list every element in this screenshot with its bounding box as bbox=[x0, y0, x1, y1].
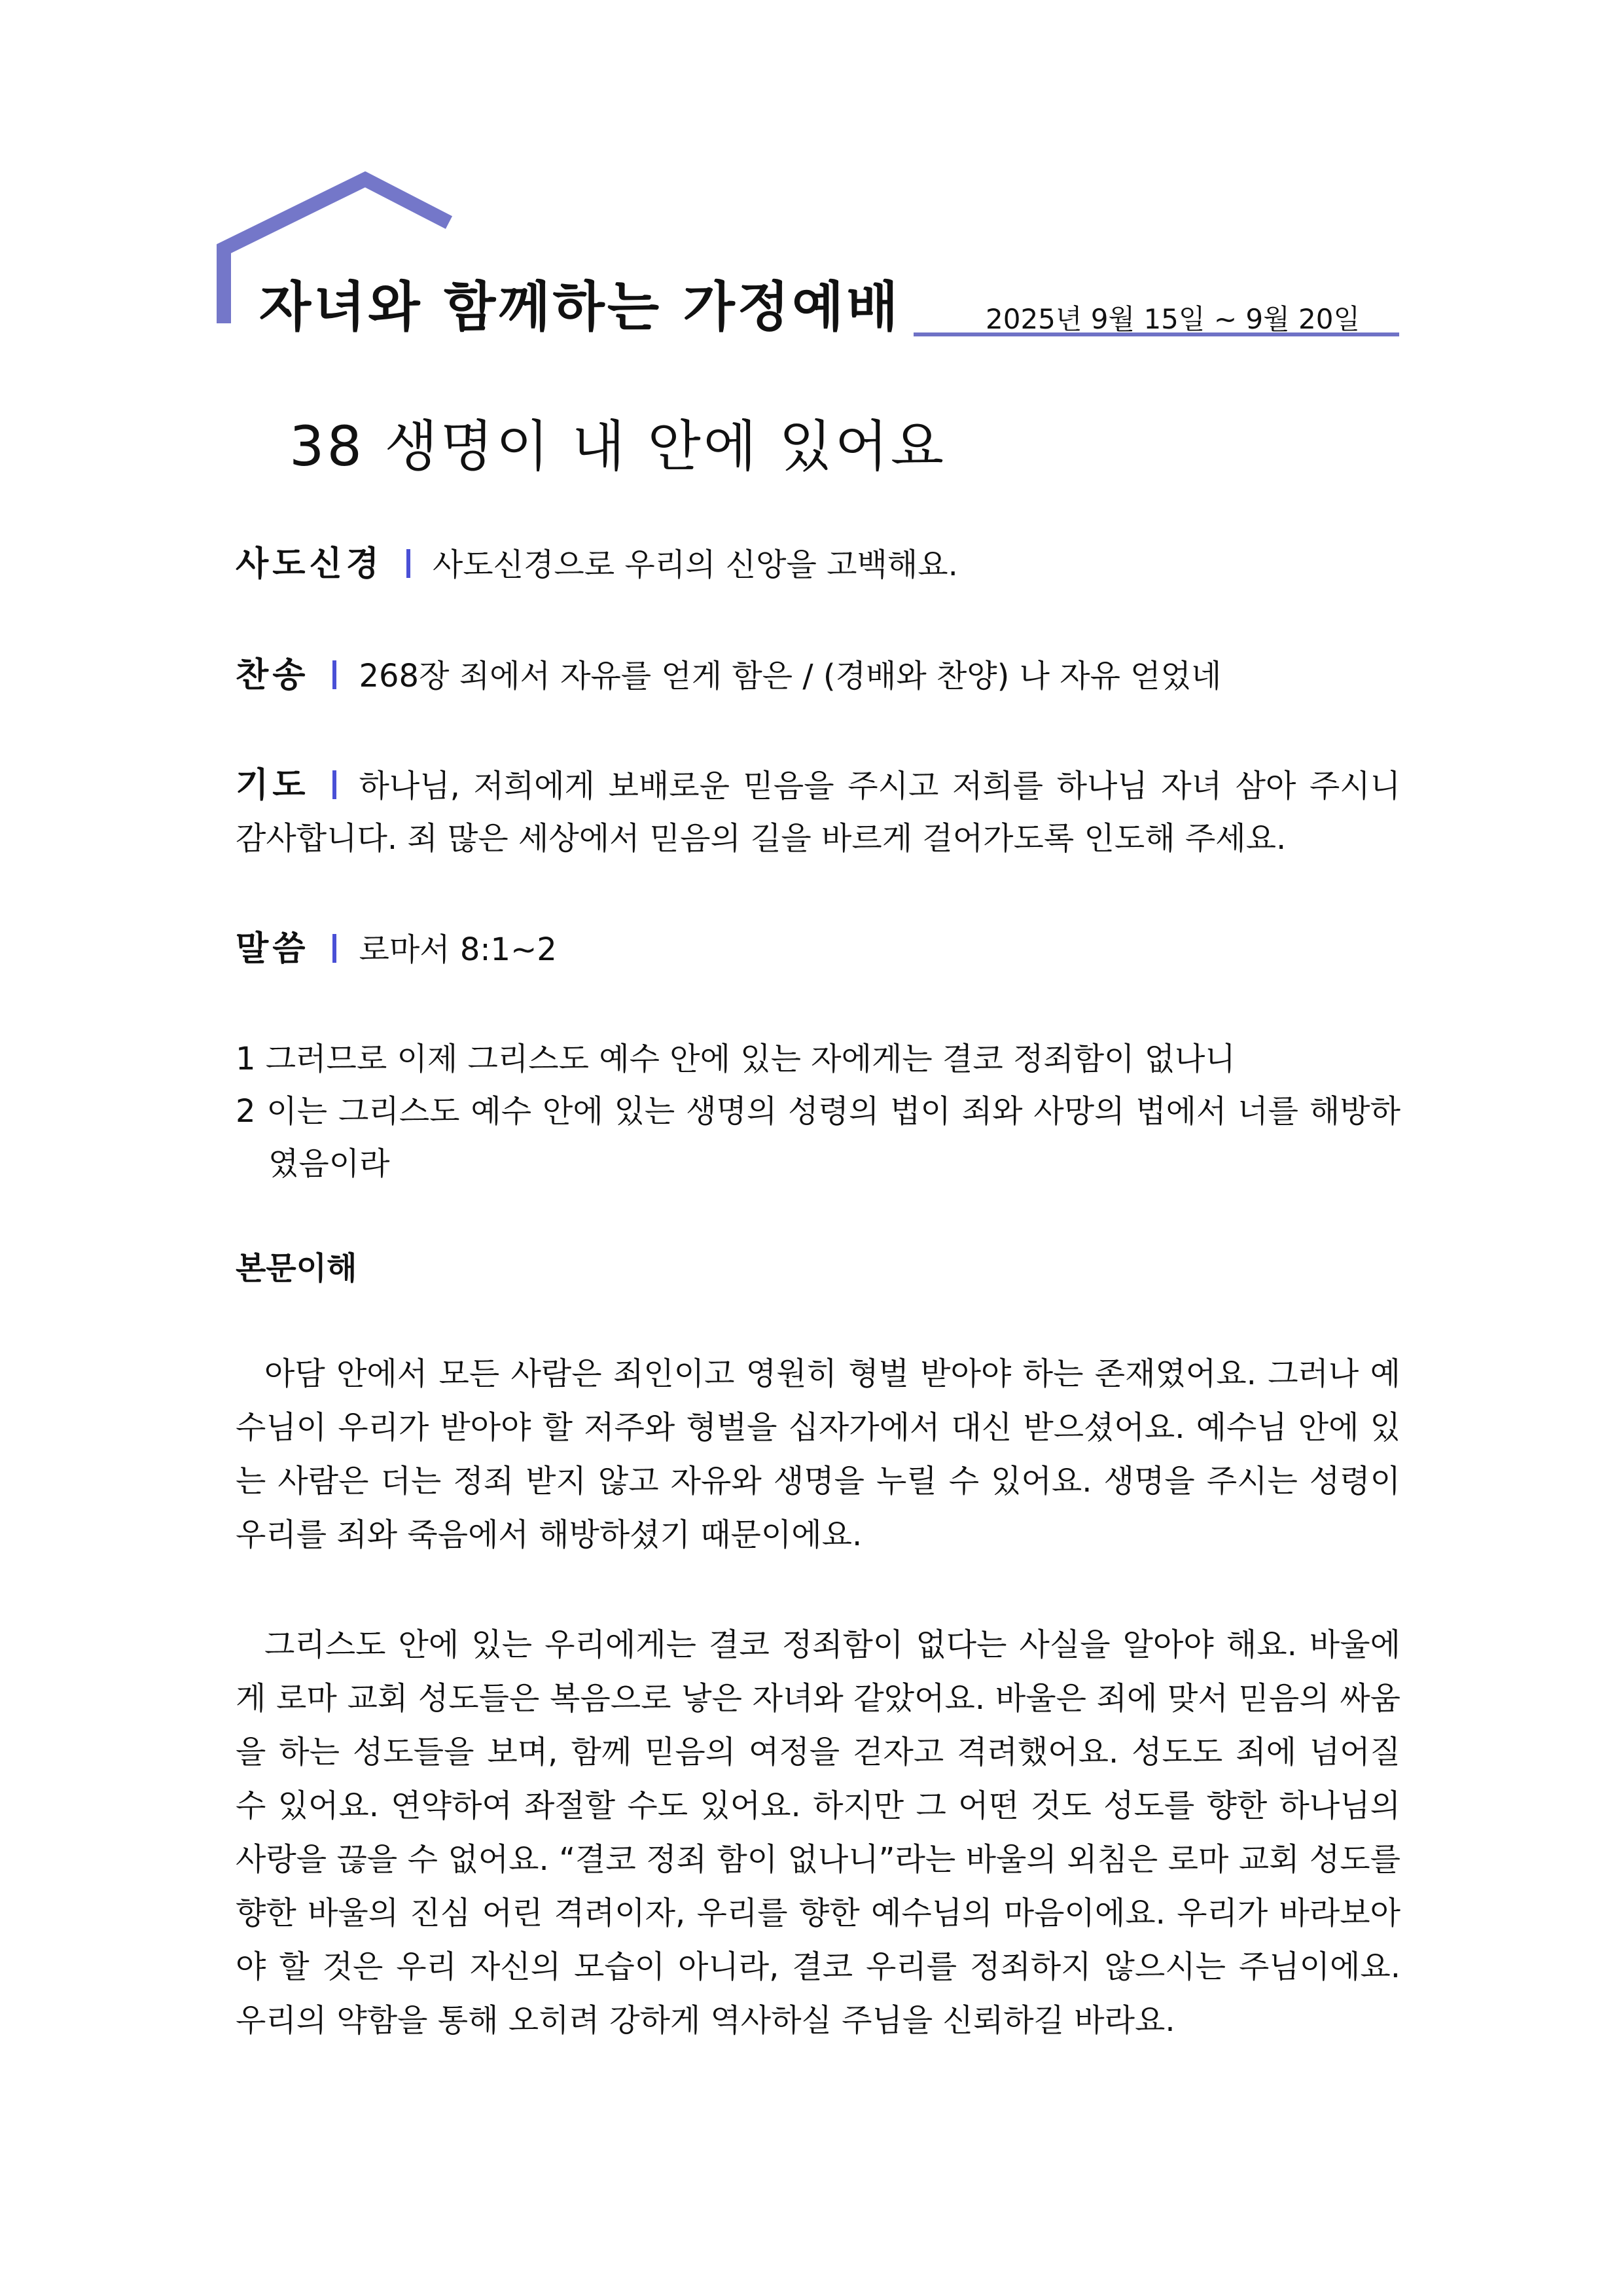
header-date-range: 2025년 9월 15일 ~ 9월 20일 bbox=[986, 303, 1361, 335]
verse-list bbox=[236, 1033, 1400, 1190]
understanding-paragraph-2: 그리스도 안에 있는 우리에게는 결코 정죄함이 없다는 사실을 알아야 해요. 바울에게 로마 교회 성도들은 복음으로 낳은 자녀와 같았어요. 바울은 죄에 맞서 믿음의 싸움을 하는 성도들을 보며, 함께 믿음의 여정을 걷자고 격려했어요. 성도도 죄에 넘어질 수 있어요. 연약하여 좌절할 수도 있어요. 하지만 그 어떤 것도 성도를 향한 하나님의 사랑을 끊을 수 없어요. “결코 정죄 함이 없나니”라는 바울의 외침은 로마 교회 성도를 향한 바울의 진심 어린 격려이자, 우리를 향한 예수님의 마음이에요. 우리가 바라보아야 할 것은 우리 자신의 모습이 아니라, 결코 우리를 정죄하지 않으시는 주님이에요. 우리의 약함을 통해 오히려 강하게 역사하실 주님을 신뢰하길 바라요. bbox=[236, 1626, 1400, 2039]
prayer-label: 기도 bbox=[236, 766, 310, 805]
creed-text: 사도신경으로 우리의 신앙을 고백해요. bbox=[432, 547, 958, 583]
page-header bbox=[259, 275, 1398, 347]
creed-label: 사도신경 bbox=[236, 545, 383, 584]
header-title: 자녀와 함께하는 가정예배 bbox=[259, 276, 901, 338]
scripture-label: 말씀 bbox=[236, 929, 310, 969]
section-hymn bbox=[236, 649, 1400, 702]
section-creed bbox=[236, 538, 1400, 591]
separator-bar bbox=[332, 660, 336, 689]
hymn-text: 268장 죄에서 자유를 얻게 함은 / (경배와 찬양) 나 자유 얻었네 bbox=[359, 658, 1222, 694]
section-prayer bbox=[236, 759, 1400, 865]
separator-bar bbox=[332, 770, 336, 799]
section-scripture bbox=[236, 923, 1400, 976]
lesson-title: 38 생명이 내 안에 있어요 bbox=[289, 414, 946, 478]
hymn-label: 찬송 bbox=[236, 656, 310, 695]
prayer-text: 하나님, 저희에게 보배로운 믿음을 주시고 저희를 하나님 자녀 삼아 주시니 감사합니다. 죄 많은 세상에서 믿음의 길을 바르게 걸어가도록 인도해 주세요. bbox=[236, 768, 1400, 857]
verse-2: 2 이는 그리스도 예수 안에 있는 생명의 성령의 법이 죄와 사망의 법에서 너를 해방하였음이라 bbox=[236, 1093, 1400, 1182]
understanding-heading: 본문이해 bbox=[236, 1250, 357, 1287]
understanding-paragraph-1: 아담 안에서 모든 사람은 죄인이고 영원히 형벌 받아야 하는 존재였어요. 그러나 예수님이 우리가 받아야 할 저주와 형벌을 십자가에서 대신 받으셨어요. 예수님 안에 있는 사람은 더는 정죄 받지 않고 자유와 생명을 누릴 수 있어요. 생명을 주시는 성령이 우리를 죄와 죽음에서 해방하셨기 때문이에요. bbox=[236, 1355, 1400, 1553]
separator-bar bbox=[406, 549, 410, 578]
verse-1: 1 그러므로 이제 그리스도 예수 안에 있는 자에게는 결코 정죄함이 없나니 bbox=[236, 1041, 1236, 1077]
scripture-reference: 로마서 8:1~2 bbox=[359, 931, 557, 968]
separator-bar bbox=[332, 934, 336, 963]
